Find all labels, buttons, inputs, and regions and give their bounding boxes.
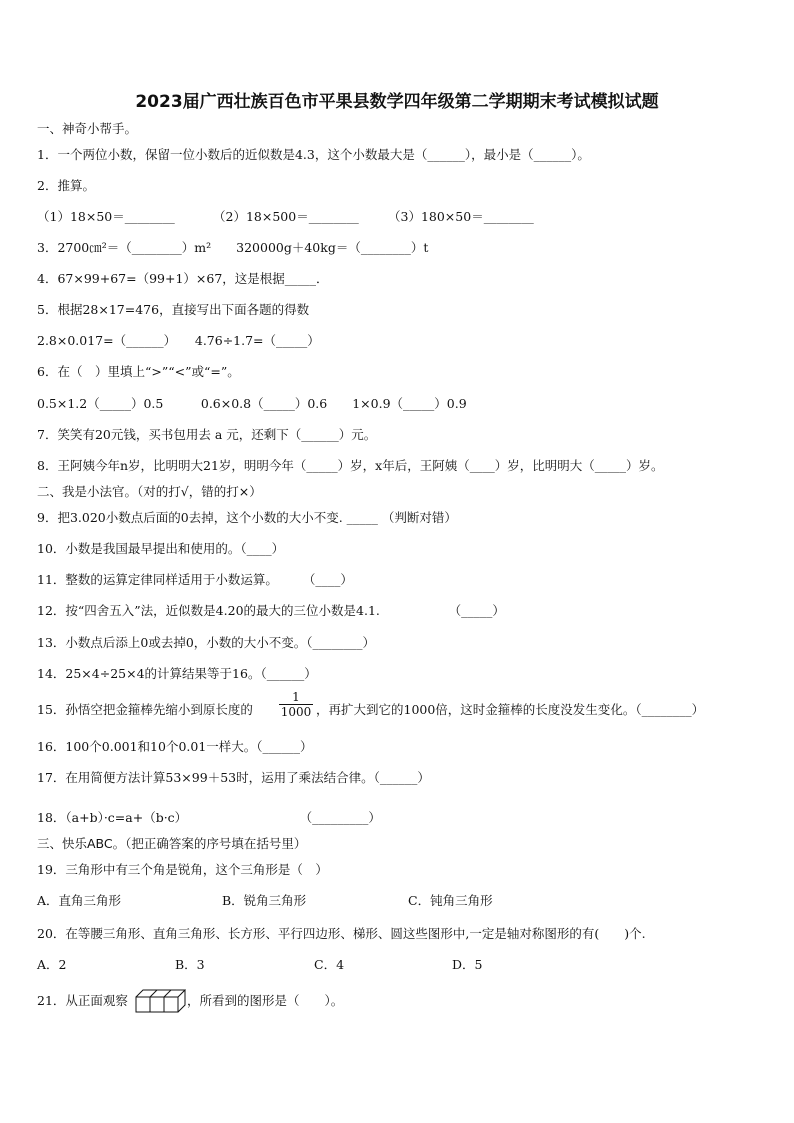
question-10: 10．小数是我国最早提出和使用的。（____）: [37, 541, 285, 556]
question-5-items: 2.8×0.017=（______） 4.76÷1.7=（_____）: [37, 333, 320, 348]
fraction-denominator: 1000: [280, 705, 312, 719]
question-15-part-b: ，再扩大到它的1000倍，这时金箍棒的长度没发生变化。（________）: [316, 702, 705, 717]
question-21-part-a: 21．从正面观察: [37, 993, 128, 1008]
question-2-part-3: （3）180×50＝________: [388, 209, 534, 224]
question-2-part-2: （2）18×500＝________: [213, 209, 359, 224]
section-2-heading: 二、我是小法官。（对的打√，错的打×）: [37, 484, 262, 499]
question-13: 13．小数点后添上0或去掉0，小数的大小不变。（________）: [37, 635, 376, 650]
question-20-option-a: A．2: [37, 957, 67, 972]
question-6: 6．在（ ）里填上“>”“<”或“=”。: [37, 364, 240, 379]
question-7: 7．笑笑有20元钱，买书包用去 a 元，还剩下（______）元。: [37, 427, 377, 442]
question-16: 16．100个0.001和10个0.01一样大。（______）: [37, 739, 313, 754]
question-18: 18．（a+b）·c=a+（b·c） （_________）: [37, 810, 381, 825]
question-2: 2．推算。: [37, 178, 95, 193]
question-19-option-a: A．直角三角形: [37, 893, 122, 908]
question-6-items: 0.5×1.2（_____）0.5 0.6×0.8（_____）0.6 1×0.9（_____）0.9: [37, 396, 467, 411]
question-21-part-b: ，所看到的图形是（ ）。: [187, 993, 344, 1008]
question-4: 4．67×99+67=（99+1）×67，这是根据_____．: [37, 271, 329, 286]
section-3-heading: 三、快乐ABC。（把正确答案的序号填在括号里）: [37, 836, 307, 851]
question-20-option-c: C．4: [314, 957, 345, 972]
question-1: 1．一个两位小数，保留一位小数后的近似数是4.3，这个小数最大是（______），最小是（______）。: [37, 147, 590, 162]
question-19: 19．三角形中有三个角是锐角，这个三角形是（ ）: [37, 862, 328, 877]
fraction-1-over-1000: [279, 690, 313, 719]
section-1-heading: 一、神奇小帮手。: [37, 121, 138, 136]
question-14: 14．25×4÷25×4的计算结果等于16。（______）: [37, 666, 317, 681]
fraction-numerator: 1: [292, 690, 300, 704]
question-19-option-b: B．锐角三角形: [222, 893, 307, 908]
question-12: 12．按“四舍五入”法，近似数是4.20的最大的三位小数是4.1. （_____）: [37, 603, 505, 618]
page-title: 2023届广西壮族百色市平果县数学四年级第二学期期末考试模拟试题: [135, 92, 659, 112]
question-8: 8．王阿姨今年n岁，比明明大21岁，明明今年（_____）岁，x年后，王阿姨（____）岁，比明明大（_____）岁。: [37, 458, 664, 473]
question-20: 20．在等腰三角形、直角三角形、长方形、平行四边形、梯形、圆这些图形中,一定是轴对称图形的有( )个.: [37, 926, 646, 941]
cuboid-figure: [134, 988, 186, 1014]
question-2-part-1: （1）18×50＝________: [37, 209, 175, 224]
question-9: 9．把3.020小数点后面的0去掉，这个小数的大小不变. _____ （判断对错）: [37, 510, 457, 525]
question-5: 5．根据28×17=476，直接写出下面各题的得数: [37, 302, 310, 317]
question-17: 17．在用简便方法计算53×99＋53时，运用了乘法结合律。（______）: [37, 770, 430, 785]
question-19-option-c: C．钝角三角形: [408, 893, 493, 908]
question-15-part-a: 15．孙悟空把金箍棒先缩小到原长度的: [37, 702, 253, 717]
question-3: 3．2700㎝²＝（________）m² 320000g＋40kg＝（________）t: [37, 240, 429, 255]
question-11: 11．整数的运算定律同样适用于小数运算。 （____）: [37, 572, 353, 587]
question-20-option-b: B．3: [175, 957, 205, 972]
question-20-option-d: D．5: [452, 957, 483, 972]
